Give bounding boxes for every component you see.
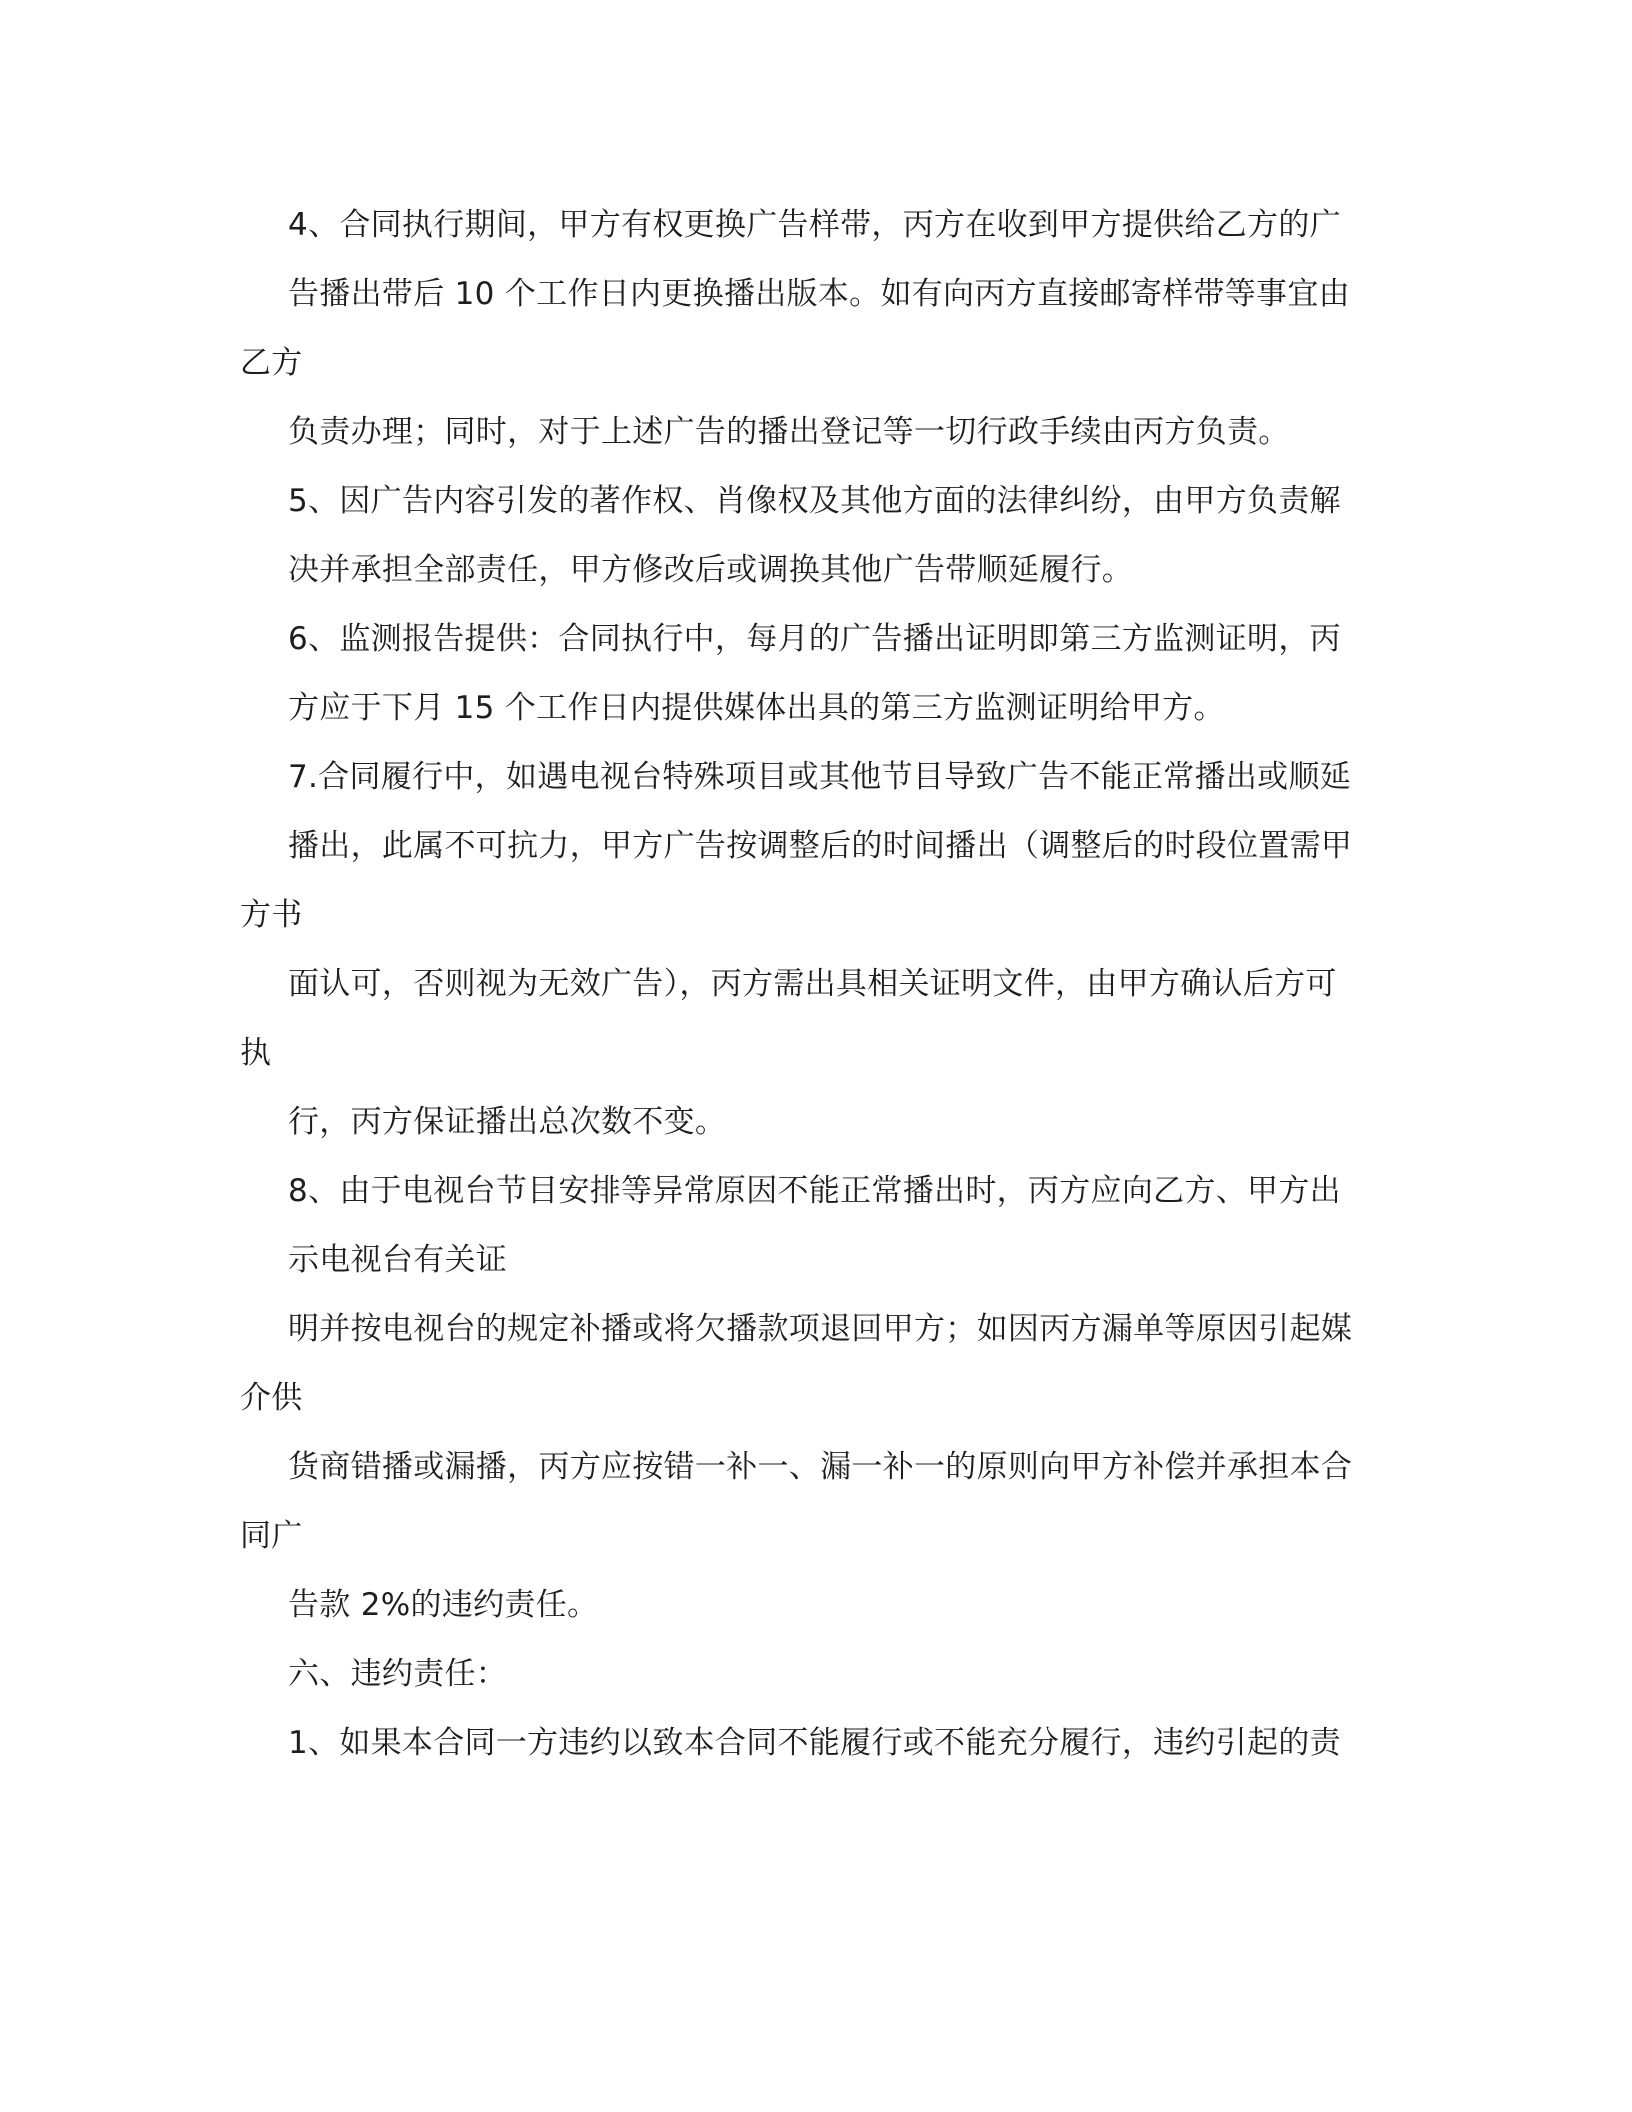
text-line: 4、合同执行期间，甲方有权更换广告样带，丙方在收到甲方提供给乙方的广 xyxy=(288,207,1341,243)
text-line: 告播出带后 10 个工作日内更换播出版本。如有向丙方直接邮寄样带等事宜由 xyxy=(288,276,1350,312)
text-line: 明并按电视台的规定补播或将欠播款项退回甲方；如因丙方漏单等原因引起媒 xyxy=(288,1311,1353,1347)
text-line: 6、监测报告提供：合同执行中，每月的广告播出证明即第三方监测证明，丙 xyxy=(288,621,1341,657)
text-line: 7.合同履行中，如遇电视台特殊项目或其他节目导致广告不能正常播出或顺延 xyxy=(288,759,1352,795)
text-line: 货商错播或漏播，丙方应按错一补一、漏一补一的原则向甲方补偿并承担本合 xyxy=(288,1449,1353,1485)
text-line: 介供 xyxy=(240,1380,303,1416)
text-line: 执 xyxy=(240,1035,272,1071)
text-line: 5、因广告内容引发的著作权、肖像权及其他方面的法律纠纷，由甲方负责解 xyxy=(288,483,1341,519)
text-line: 乙方 xyxy=(240,345,303,381)
text-line: 播出，此属不可抗力，甲方广告按调整后的时间播出（调整后的时段位置需甲 xyxy=(288,828,1353,864)
text-line: 1、如果本合同一方违约以致本合同不能履行或不能充分履行，违约引起的责 xyxy=(288,1725,1341,1761)
text-line: 示电视台有关证 xyxy=(288,1242,508,1278)
text-line: 行，丙方保证播出总次数不变。 xyxy=(288,1104,727,1140)
text-line: 方应于下月 15 个工作日内提供媒体出具的第三方监测证明给甲方。 xyxy=(288,690,1225,726)
text-line: 同广 xyxy=(240,1518,303,1554)
text-line: 决并承担全部责任，甲方修改后或调换其他广告带顺延履行。 xyxy=(288,552,1134,588)
section-heading: 六、违约责任： xyxy=(288,1656,508,1692)
text-line: 8、由于电视台节目安排等异常原因不能正常播出时，丙方应向乙方、甲方出 xyxy=(288,1173,1341,1209)
text-line: 面认可，否则视为无效广告），丙方需出具相关证明文件，由甲方确认后方可 xyxy=(288,966,1337,1002)
text-line: 告款 2%的违约责任。 xyxy=(288,1587,599,1623)
text-line: 负责办理；同时，对于上述广告的播出登记等一切行政手续由丙方负责。 xyxy=(288,414,1290,450)
text-line: 方书 xyxy=(240,897,303,933)
